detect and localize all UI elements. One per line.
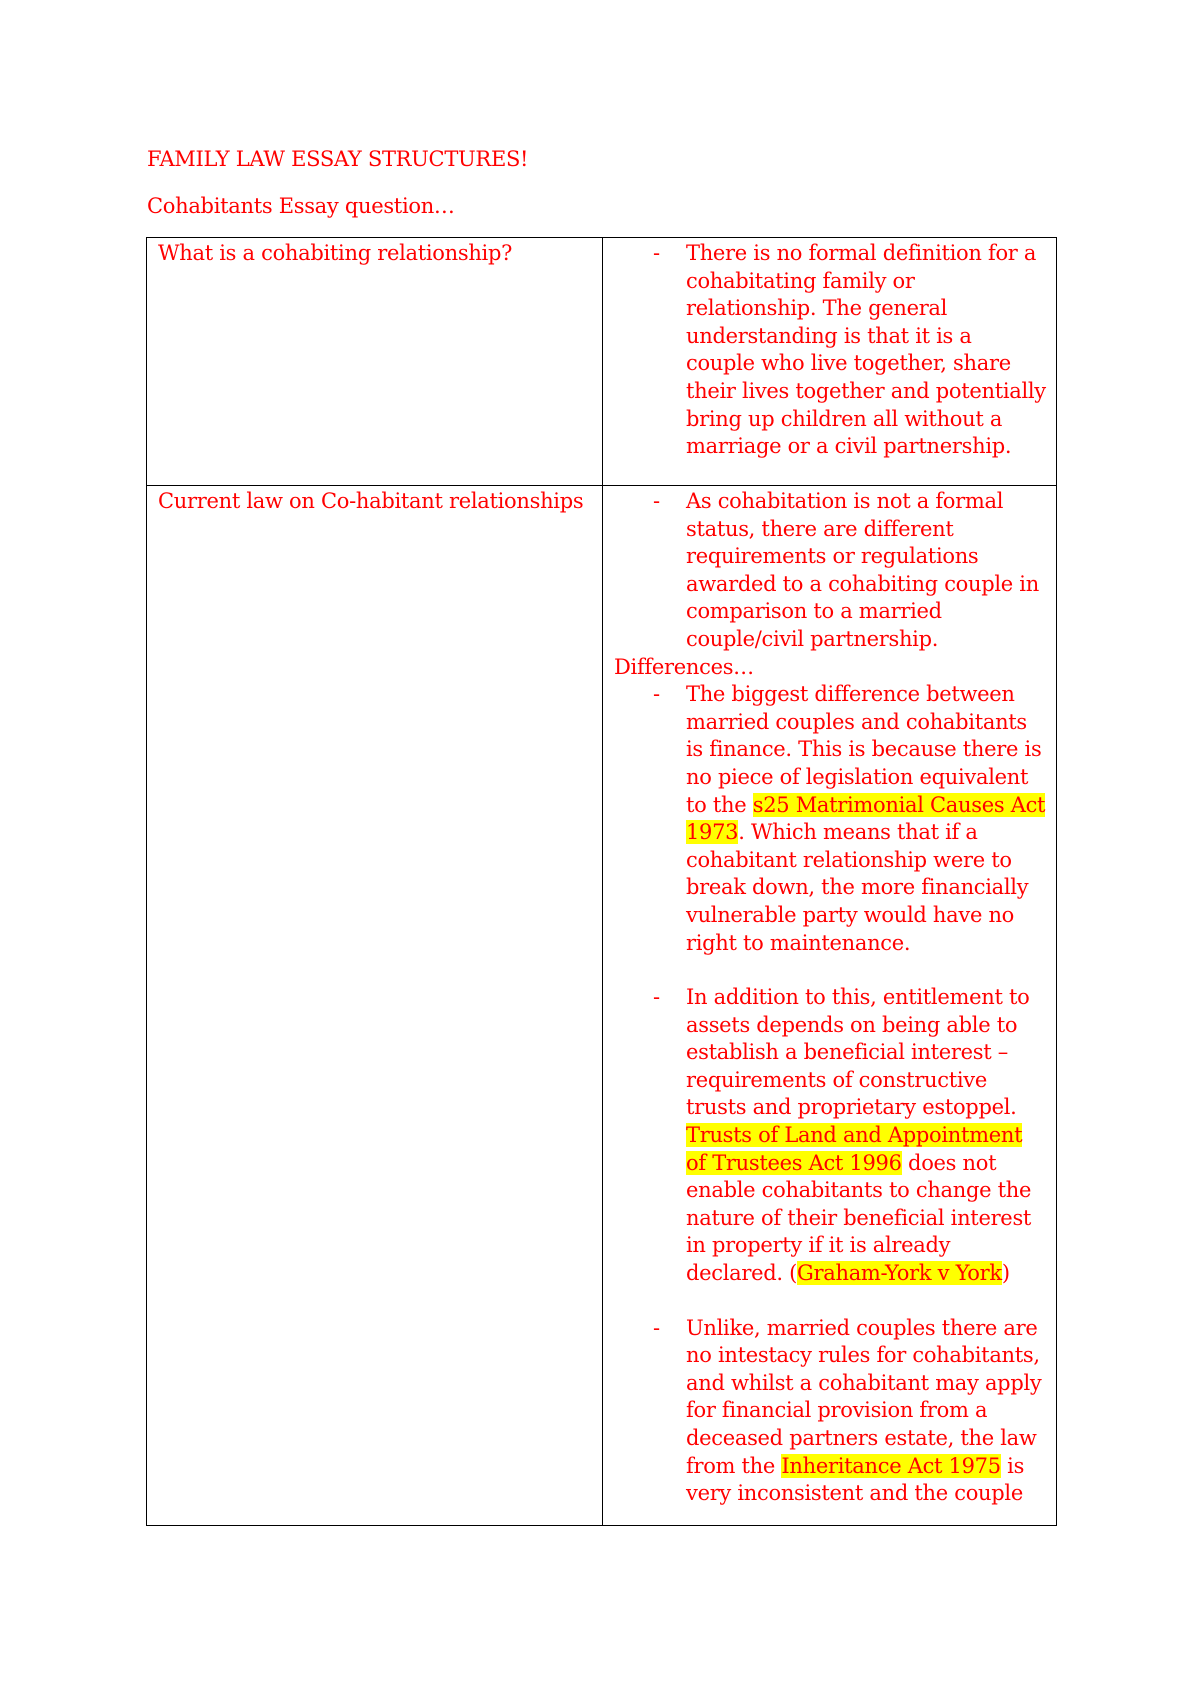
bullet-item — [614, 240, 1046, 461]
bullet-text — [686, 1316, 1041, 1506]
highlighted-statute: Inheritance Act 1975 — [781, 1453, 1001, 1478]
dash-marker: - — [653, 241, 660, 265]
essay-subtitle: Cohabitants Essay question… — [147, 194, 455, 218]
bullet-item — [614, 488, 1046, 654]
text-segment: does not enable cohabitants to change the nature of their beneficial interest in property if it is already declared. ( — [686, 1150, 1032, 1286]
bullet-text: There is no formal definition for a cohabitating family or relationship. The general understanding is that it is a couple who live together, share their lives together and potentially bring up children all without a marriage or a civil partnership. — [686, 241, 1046, 459]
text-segment: Unlike, married couples there are no intestacy rules for cohabitants, and whilst a cohabitant may apply for financial provision from a deceased partners estate, the law from the — [686, 1315, 1042, 1478]
text-segment: . Which means that if a cohabitant relationship were to break down, the more financially vulnerable party would have no right to maintenance. — [686, 820, 1029, 955]
dash-marker: - — [653, 985, 660, 1010]
highlighted-statute: Trusts of Land and Appointment of Trustees Act 1996 — [686, 1123, 1023, 1175]
notes-cell — [603, 486, 1057, 1526]
page-title: FAMILY LAW ESSAY STRUCTURES! — [147, 147, 529, 171]
text-segment: is very inconsistent and the couple — [686, 1453, 1025, 1506]
differences-label: Differences… — [614, 654, 754, 679]
text-segment: The biggest difference between married couples and cohabitants is finance. This is because there is no piece of legislation equivalent to the — [686, 682, 1042, 817]
bullet-item — [614, 681, 1046, 957]
paragraph-spacer — [614, 1288, 1046, 1315]
dash-marker: - — [653, 682, 660, 707]
paragraph-spacer — [614, 957, 1046, 984]
bullet-text — [686, 682, 1045, 954]
topic-text: What is a cohabiting relationship? — [158, 241, 513, 265]
notes-cell — [603, 238, 1057, 486]
table-row — [147, 486, 1057, 1526]
dash-marker: - — [653, 1315, 660, 1340]
essay-structure-table — [146, 237, 1057, 1526]
bullet-item — [614, 984, 1046, 1288]
topic-text: Current law on Co-habitant relationships — [158, 489, 584, 513]
bullet-text: As cohabitation is not a formal status, there are different requirements or regulations awarded to a cohabiting couple in comparison to a married couple/civil partnership. — [686, 489, 1039, 651]
topic-cell — [147, 238, 603, 486]
highlighted-statute: s25 Matrimonial Causes Act 1973 — [686, 792, 1046, 845]
text-segment: In addition to this, entitlement to assets depends on being able to establish a beneficial interest – requirements of constructive trusts and proprietary estoppel. — [686, 985, 1030, 1120]
table-row — [147, 238, 1057, 486]
bullet-text — [686, 985, 1031, 1285]
text-segment: ) — [1001, 1261, 1010, 1286]
bullet-item — [614, 1315, 1046, 1508]
dash-marker: - — [653, 489, 660, 513]
topic-cell — [147, 486, 603, 1526]
highlighted-case: Graham-York v York — [797, 1261, 1002, 1286]
